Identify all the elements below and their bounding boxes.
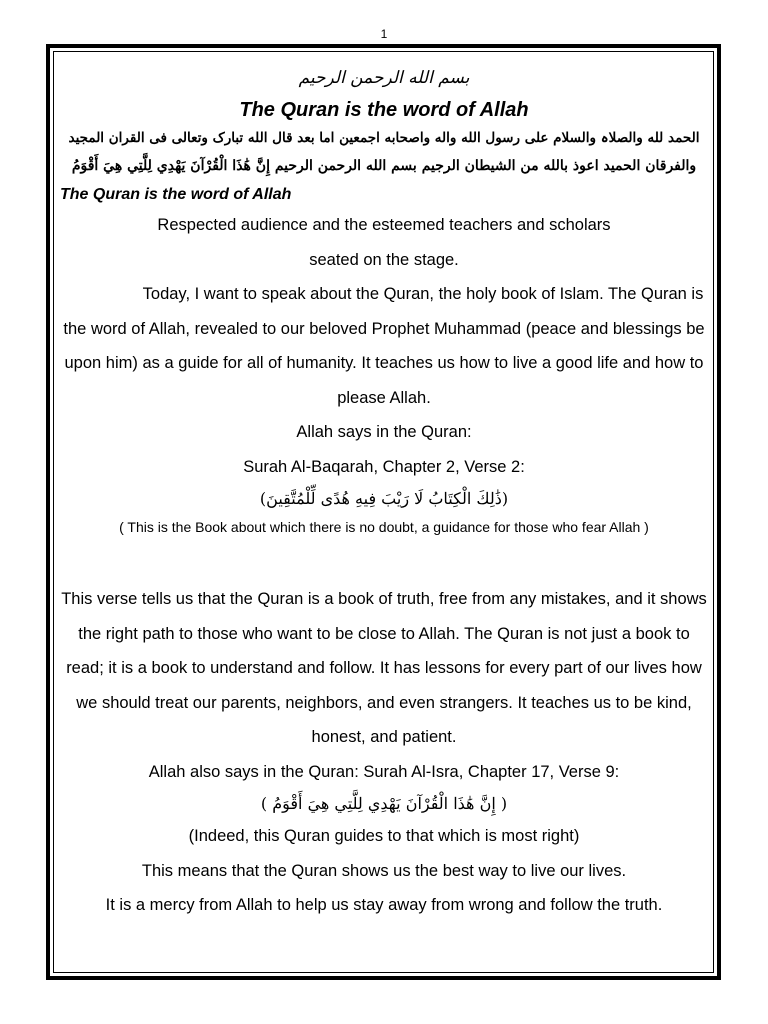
arabic-intro-line: الحمد لله والصلاہ والسلام علی رسول الله واله واصحابه اجمعین اما بعد قال الله تبارک وتعالی فی القران المجید [68, 130, 700, 146]
verse-translation: ( This is the Book about which there is no doubt, a guidance for those who fear Allah ) [119, 519, 649, 535]
verse-translation: (Indeed, this Quran guides to that which is most right) [188, 827, 580, 845]
section-heading: The Quran is the word of Allah [60, 186, 292, 203]
verse-reference: Surah Al-Baqarah, Chapter 2, Verse 2: [243, 457, 525, 476]
verse-reference: Allah also says in the Quran: Surah Al-Isra, Chapter 17, Verse 9: [148, 762, 620, 781]
arabic-verse: (ذَٰلِكَ الْكِتَابُ لَا رَيْبَ فِيهِ هُدًى لِّلْمُتَّقِينَ) [259, 489, 509, 508]
closing-line: It is a mercy from Allah to help us stay away from wrong and follow the truth. [105, 896, 663, 914]
paragraph-intro: Today, I want to speak about the Quran, the holy book of Islam. The Quran is the word of Allah, revealed to our beloved Prophet Muhammad (peace and blessings be upon him) as a guide for all of humanity. It teaches us how to live a good life and how to please Allah. [63, 285, 705, 407]
greeting-line: Respected audience and the esteemed teachers and scholars [157, 216, 611, 234]
page-number: 1 [380, 27, 388, 41]
quote-intro: Allah says in the Quran: [296, 423, 472, 441]
document-body [58, 58, 710, 923]
arabic-verse: ( إِنَّ هَٰذَا الْقُرْآنَ يَهْدِي لِلَّتِي هِيَ أَقْوَمُ ) [260, 794, 508, 813]
closing-line: This means that the Quran shows us the best way to live our lives. [141, 861, 627, 880]
page-title: The Quran is the word of Allah [239, 99, 529, 121]
greeting-line: seated on the stage. [309, 250, 459, 269]
paragraph-explanation: This verse tells us that the Quran is a book of truth, free from any mistakes, and it shows the right path to those who want to be close to Allah. The Quran is not just a book to read; it is a book to understand and follow. It has lessons for every part of our lives how we should treat our parents, neighbors, and even strangers. It teaches us to be kind, honest, and patient. [61, 590, 707, 746]
arabic-intro-line: والفرقان الحمید اعوذ بالله من الشیطان الرجیم بسم الله الرحمن الرحیم إِنَّ هَٰذَا الْقُرْآنَ يَهْدِي لِلَّتِي هِيَ أَقْوَمُ [71, 158, 697, 174]
bismillah-calligraphy: بسم الله الرحمن الرحیم [298, 68, 470, 88]
spacer [58, 540, 710, 582]
